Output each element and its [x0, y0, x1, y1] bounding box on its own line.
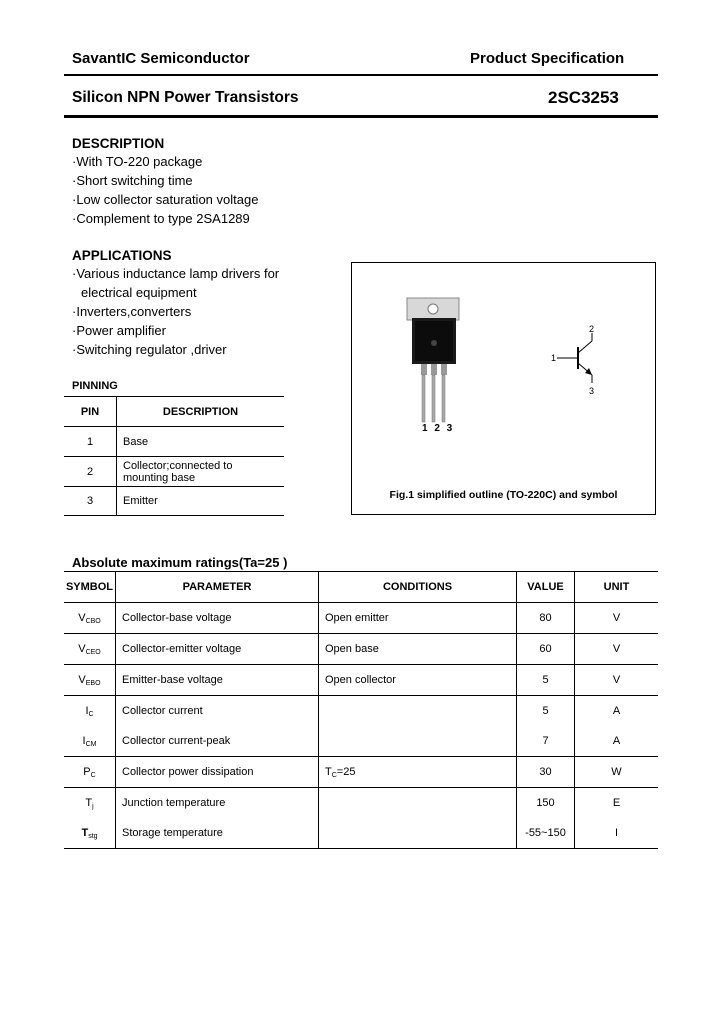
rating-symbol: [64, 726, 116, 757]
product-line: Silicon NPN Power Transistors: [72, 89, 299, 106]
rating-condition: Open emitter: [319, 603, 517, 634]
rating-condition: Open collector: [319, 665, 517, 696]
symbol-subscript: C: [88, 710, 94, 718]
symbol-subscript: CM: [85, 740, 97, 748]
symbol-letter: I: [82, 734, 86, 747]
rating-unit: Ι: [575, 818, 659, 849]
rating-value: 80: [517, 603, 575, 634]
symbol-subscript: CEO: [85, 648, 101, 656]
symbol-pin-1: 1: [551, 353, 557, 363]
rating-unit: V: [575, 603, 659, 634]
rating-value: 150: [517, 788, 575, 819]
description-title: DESCRIPTION: [72, 136, 165, 151]
rating-unit: W: [575, 757, 659, 788]
symbol-letter: V: [78, 611, 86, 624]
rating-symbol: [64, 818, 116, 849]
applications-list: [72, 264, 279, 359]
rating-symbol: [64, 634, 116, 665]
npn-transistor-symbol: [352, 263, 655, 514]
symbol-subscript: C: [90, 771, 96, 779]
rating-row: [64, 788, 658, 819]
rating-symbol: [64, 696, 116, 727]
rating-row: [64, 603, 658, 634]
value-header: VALUE: [517, 572, 575, 603]
unit-header: UNIT: [575, 572, 659, 603]
rating-parameter: Collector-base voltage: [116, 603, 319, 634]
rating-unit: V: [575, 634, 659, 665]
description-item: ·With TO-220 package: [72, 154, 203, 169]
pinning-title: PINNING: [72, 380, 118, 392]
rating-symbol: [64, 757, 116, 788]
application-item: ·Switching regulator ,driver: [72, 342, 227, 357]
application-item: ·Power amplifier: [72, 323, 166, 338]
pin-row: [64, 487, 284, 516]
pin-row: [64, 427, 284, 457]
rating-condition: Open base: [319, 634, 517, 665]
rating-unit: Ε: [612, 797, 621, 809]
symbol-pin-2: 2: [589, 324, 595, 334]
rating-value: 7: [517, 726, 575, 757]
symbol-subscript: j: [92, 802, 94, 810]
symbol-pin-3: 3: [589, 386, 595, 396]
parameter-header: PARAMETER: [116, 572, 319, 603]
ratings-title: Absolute maximum ratings(Ta=25 ): [72, 555, 288, 570]
symbol-letter: T: [81, 826, 89, 839]
description-item: ·Complement to type 2SA1289: [72, 211, 250, 226]
pin-row: [64, 457, 284, 487]
pin-number: 3: [64, 487, 117, 516]
rating-unit: A: [575, 726, 659, 757]
pin-number: 2: [64, 457, 117, 487]
rating-condition: [319, 818, 517, 849]
application-item: ·Various inductance lamp drivers for: [72, 266, 280, 281]
pinning-table: [64, 396, 284, 516]
application-item: electrical equipment: [81, 285, 197, 300]
rating-condition: [319, 757, 517, 788]
pin-description: Emitter: [117, 487, 285, 516]
rating-value: 60: [517, 634, 575, 665]
pin-description: Collector;connected to mounting base: [117, 457, 285, 487]
rating-parameter: Collector current: [116, 696, 319, 727]
pin-description-header: DESCRIPTION: [117, 397, 285, 427]
rating-parameter: Collector current-peak: [116, 726, 319, 757]
symbol-subscript: stg: [88, 832, 98, 840]
rating-condition: [319, 726, 517, 757]
rating-parameter: Emitter-base voltage: [116, 665, 319, 696]
rating-row: [64, 818, 658, 849]
rating-value: 30: [517, 757, 575, 788]
rating-value: 5: [517, 696, 575, 727]
rating-row: [64, 634, 658, 665]
ratings-table: [64, 571, 658, 849]
symbol-letter: V: [78, 642, 86, 655]
company-name: SavantIC Semiconductor: [72, 50, 250, 67]
rating-symbol: [64, 665, 116, 696]
rating-condition: [319, 696, 517, 727]
description-item: ·Short switching time: [72, 173, 193, 188]
pin-number: 1: [64, 427, 117, 457]
rating-parameter: Collector-emitter voltage: [116, 634, 319, 665]
pin-header: PIN: [64, 397, 117, 427]
description-item: ·Low collector saturation voltage: [72, 192, 259, 207]
application-item: ·Inverters,converters: [72, 304, 192, 319]
condition-subscript: C: [331, 771, 337, 779]
package-pin-labels: 1 2 3: [422, 423, 455, 434]
rating-parameter: Storage temperature: [116, 818, 319, 849]
symbol-letter: T: [85, 796, 93, 809]
rating-row: [64, 696, 658, 727]
rating-unit: V: [575, 665, 659, 696]
part-number: 2SC3253: [548, 88, 619, 107]
rating-parameter: Junction temperature: [116, 788, 319, 819]
rating-value: -55~150: [517, 818, 575, 849]
figure-caption: Fig.1 simplified outline (TO-220C) and symbol: [389, 489, 618, 501]
rating-row: [64, 726, 658, 757]
symbol-letter: P: [83, 765, 91, 778]
rating-unit: A: [612, 705, 621, 717]
figure-box: [351, 262, 656, 515]
symbol-subscript: CBO: [85, 617, 101, 625]
rating-symbol: [64, 788, 116, 819]
symbol-header: SYMBOL: [64, 572, 116, 603]
description-list: [72, 152, 258, 228]
pin-description: Base: [117, 427, 285, 457]
header-rule-top: [64, 74, 658, 76]
doc-type: Product Specification: [470, 50, 625, 67]
rating-row: [64, 665, 658, 696]
symbol-letter: I: [85, 704, 89, 717]
symbol-letter: V: [78, 673, 86, 686]
symbol-subscript: EBO: [85, 679, 101, 687]
rating-condition: [319, 788, 517, 819]
rating-value: 5: [517, 665, 575, 696]
condition-letter: T: [325, 765, 332, 778]
rating-row: [64, 757, 658, 788]
rating-parameter: Collector power dissipation: [116, 757, 319, 788]
header-rule-bottom: [64, 115, 658, 118]
rating-symbol: [64, 603, 116, 634]
applications-title: APPLICATIONS: [72, 248, 172, 263]
condition-value: =25: [336, 765, 356, 778]
conditions-header: CONDITIONS: [319, 572, 517, 603]
